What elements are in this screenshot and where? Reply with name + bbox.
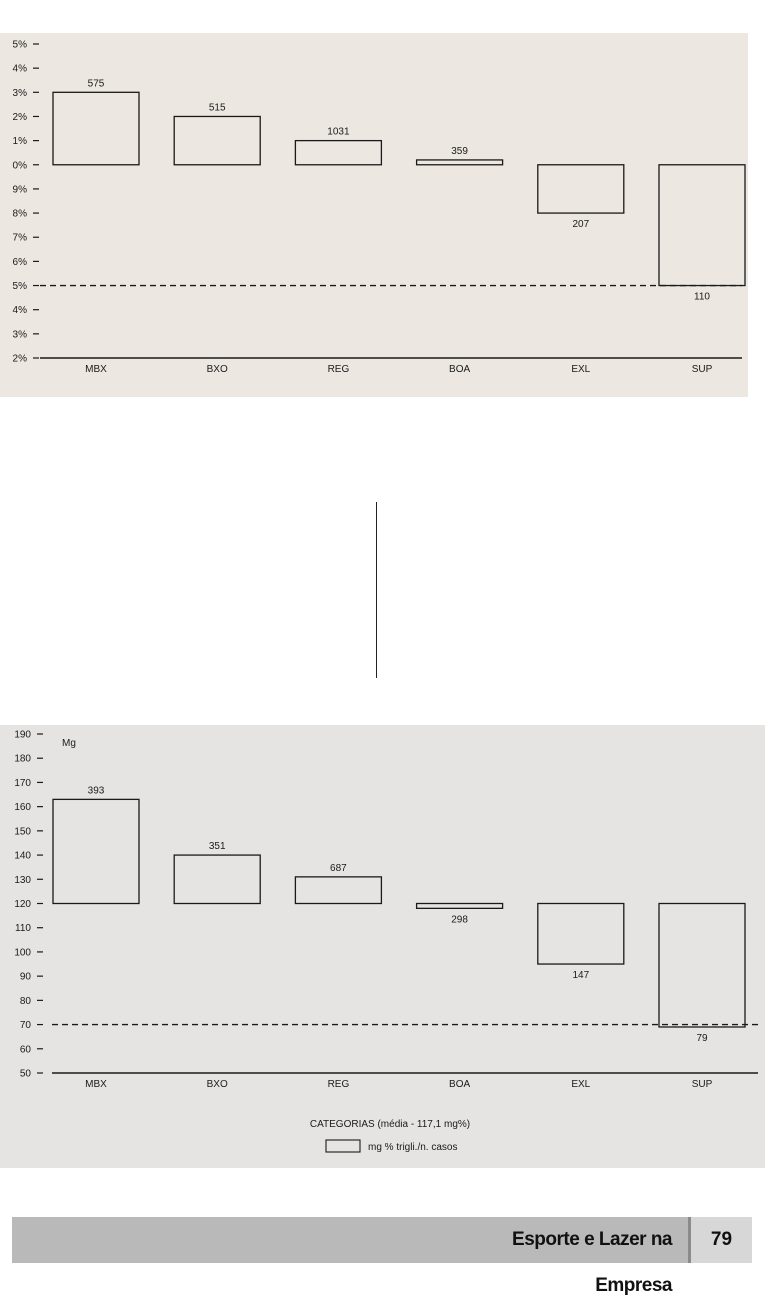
bar [295,141,381,165]
bar [295,877,381,904]
bar [174,116,260,164]
bar-data-label: 351 [208,841,226,853]
y-tick-label: 8% [12,208,27,220]
column-divider [376,502,377,678]
x-category-label: SUP [691,1079,713,1090]
legend-label: mg % trigli./n. casos [368,1142,458,1153]
y-tick-label: 80 [19,995,31,1007]
x-category-label: MBX [85,1079,107,1090]
bottom-chart-panel [0,725,765,1168]
x-category-label: MBX [85,364,107,375]
legend-swatch [326,1140,360,1152]
bar-data-label: 298 [451,914,468,926]
y-tick-label: 170 [14,777,31,789]
bar-data-label: 79 [696,1032,708,1044]
y-tick-label: 9% [12,184,27,196]
bar [538,165,624,213]
y-tick-label: 2% [12,111,27,123]
y-tick-label: 6% [12,256,27,268]
y-tick-label: 2% [12,353,27,365]
top-chart-panel [0,33,748,397]
bar-data-label: 393 [87,785,105,797]
bar-data-label: 575 [87,78,105,90]
bar-data-label: 1031 [327,126,350,138]
bar [659,904,745,1027]
y-tick-label: 4% [12,63,27,75]
x-category-label: BOA [449,364,471,375]
y-tick-label: 70 [19,1020,31,1032]
bar-data-label: 359 [451,145,468,157]
y-tick-label: 120 [14,899,31,910]
bar [417,904,503,909]
x-category-label: EXL [571,1079,591,1090]
y-tick-label: 3% [12,87,27,99]
y-tick-label: 140 [14,850,31,862]
y-tick-label: 150 [14,826,31,838]
x-category-label: REG [327,364,350,375]
bar [417,160,503,165]
bar [174,855,260,903]
y-tick-label: 90 [19,971,31,983]
y-tick-label: 5% [12,39,27,51]
footer-title: Esporte e Lazer na Empresa [512,1229,672,1296]
y-tick-label: 4% [12,305,27,317]
bar-data-label: 687 [330,862,347,874]
x-category-label: BXO [206,1079,228,1090]
y-tick-label: 0% [12,160,27,172]
x-category-label: BXO [206,364,228,375]
y-unit-label: Mg [62,738,76,750]
bar [538,904,624,965]
top-bar-chart [0,33,748,397]
y-tick-label: 110 [15,923,31,935]
bar [659,165,745,286]
y-tick-label: 7% [12,232,27,244]
bar [53,799,139,903]
y-tick-label: 1% [12,136,27,148]
y-tick-label: 180 [14,753,31,765]
bar-data-label: 515 [208,102,226,114]
bar [53,92,139,164]
y-tick-label: 5% [12,281,27,293]
bar-data-label: 110 [694,291,710,303]
page-number: 79 [688,1217,752,1263]
y-tick-label: 130 [14,874,31,886]
y-tick-label: 3% [12,329,27,341]
bar-data-label: 207 [572,219,590,231]
x-category-label: BOA [449,1079,471,1090]
x-axis-title: CATEGORIAS (média - 117,1 mg%) [309,1119,471,1130]
y-tick-label: 160 [14,802,31,814]
x-category-label: REG [327,1079,350,1090]
bottom-bar-chart [0,725,765,1168]
y-tick-label: 60 [19,1044,31,1056]
bar-data-label: 147 [572,970,590,982]
y-tick-label: 50 [19,1068,31,1080]
x-category-label: SUP [691,364,713,375]
y-tick-label: 190 [14,729,31,741]
x-category-label: EXL [571,364,591,375]
y-tick-label: 100 [14,947,31,959]
